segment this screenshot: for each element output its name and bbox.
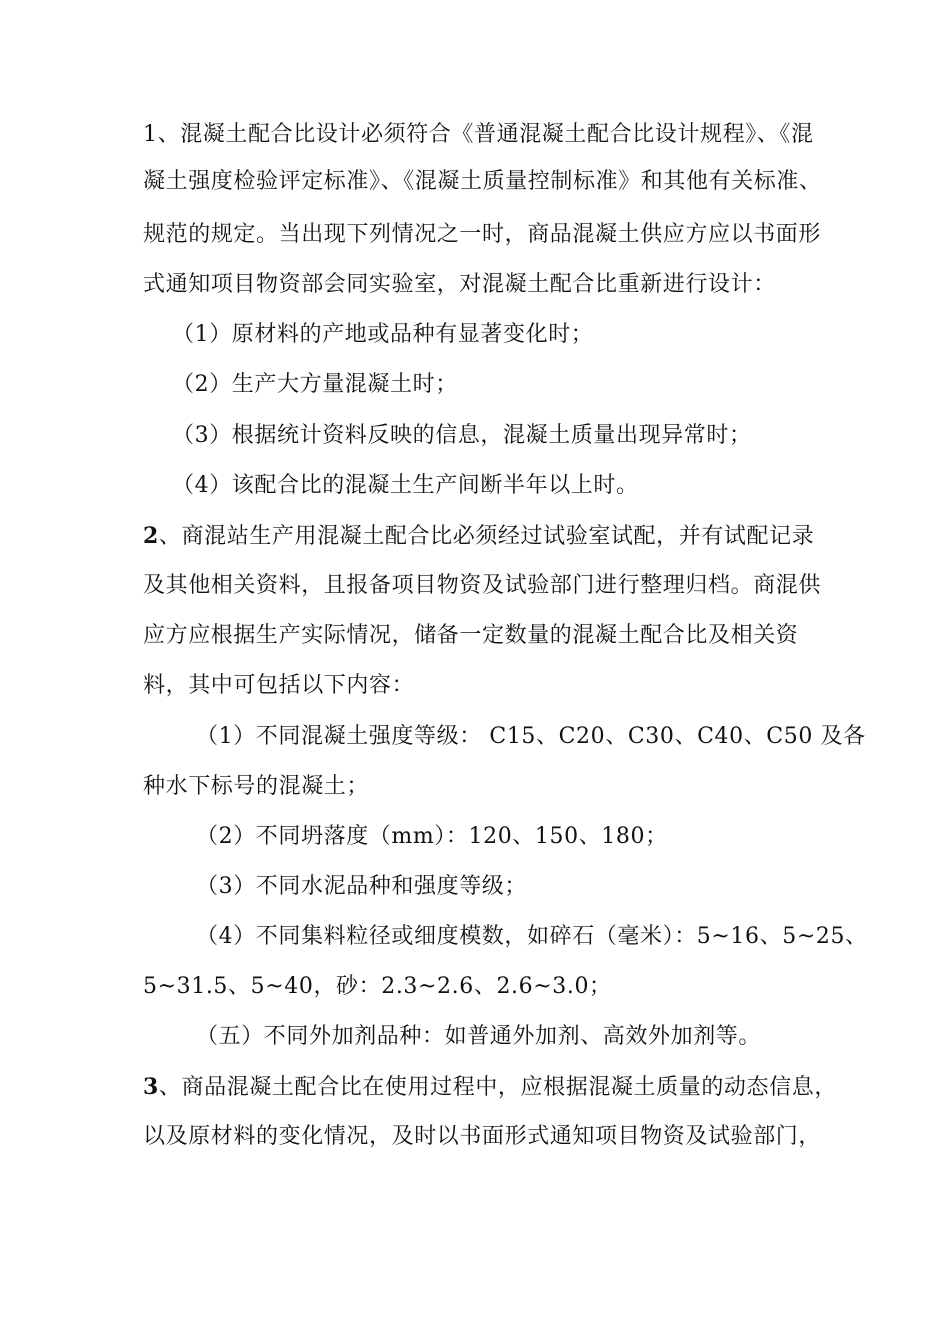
paragraph-2-line-2 <box>143 571 821 601</box>
list-item-text: （4）不同集料粒径或细度模数，如碎石（毫米）：5~16、5~25、 <box>196 924 868 949</box>
paragraph-1-line-2 <box>143 167 822 197</box>
list-item-text: 5~31.5、5~40，砂：2.3~2.6、2.6~3.0； <box>143 974 612 999</box>
section-number: 3 <box>143 1074 159 1100</box>
list-item-text: （1）原材料的产地或品种有显著变化时； <box>172 322 594 347</box>
paragraph-text: 及其他相关资料，且报备项目物资及试验部门进行整理归档。商混供 <box>143 573 822 598</box>
section-number: 2 <box>143 523 159 549</box>
paragraph-2-line-4 <box>143 671 414 701</box>
paragraph-text: 、商品混凝土配合比在使用过程中，应根据混凝土质量的动态信息， <box>158 1075 837 1100</box>
paragraph-3-line-2 <box>143 1122 821 1152</box>
list-item-2-4-line-2 <box>143 972 612 1002</box>
list-item-1-4 <box>172 471 639 501</box>
list-item-text: 种水下标号的混凝土； <box>143 774 370 799</box>
list-item-text: （2）生产大方量混凝土时； <box>172 372 458 397</box>
list-item-2-2 <box>196 822 668 852</box>
list-item-text: （4）该配合比的混凝土生产间断半年以上时。 <box>172 473 639 498</box>
paragraph-1-line-3 <box>143 220 821 250</box>
list-item-2-1-line-2 <box>143 772 369 802</box>
paragraph-2-line-3 <box>143 621 798 651</box>
paragraph-text: 式通知项目物资部会同实验室，对混凝土配合比重新进行设计： <box>143 272 776 297</box>
paragraph-3-line-1 <box>143 1072 837 1103</box>
paragraph-1-line-4 <box>143 270 776 300</box>
list-item-text: （1）不同混凝土强度等级： C15、C20、C30、C40、C50 及各 <box>196 724 866 749</box>
paragraph-1-line-1 <box>143 120 814 150</box>
paragraph-text: 料，其中可包括以下内容： <box>143 673 415 698</box>
list-item-2-5 <box>196 1022 761 1052</box>
paragraph-2-line-1 <box>143 521 814 552</box>
list-item-text: （2）不同坍落度（mm）：120、150、180； <box>196 824 668 849</box>
list-item-1-2 <box>172 370 458 400</box>
list-item-2-4-line-1 <box>196 922 868 952</box>
list-item-1-1 <box>172 320 593 350</box>
list-item-1-3 <box>172 421 752 451</box>
list-item-2-1-line-1 <box>196 722 866 752</box>
list-item-text: （3）不同水泥品种和强度等级； <box>196 874 527 899</box>
paragraph-text: 以及原材料的变化情况，及时以书面形式通知项目物资及试验部门， <box>143 1124 822 1149</box>
list-item-text: （五）不同外加剂品种：如普通外加剂、高效外加剂等。 <box>196 1024 762 1049</box>
paragraph-text: 凝土强度检验评定标准》、《混凝土质量控制标准》和其他有关标准、 <box>143 169 822 194</box>
list-item-2-3 <box>196 872 527 902</box>
list-item-text: （3）根据统计资料反映的信息，混凝土质量出现异常时； <box>172 423 752 448</box>
paragraph-text: 、商混站生产用混凝土配合比必须经过试验室试配，并有试配记录 <box>158 524 815 549</box>
paragraph-text: 1、混凝土配合比设计必须符合《普通混凝土配合比设计规程》、《混 <box>143 122 814 147</box>
paragraph-text: 规范的规定。当出现下列情况之一时，商品混凝土供应方应以书面形 <box>143 222 822 247</box>
paragraph-text: 应方应根据生产实际情况，储备一定数量的混凝土配合比及相关资 <box>143 623 799 648</box>
